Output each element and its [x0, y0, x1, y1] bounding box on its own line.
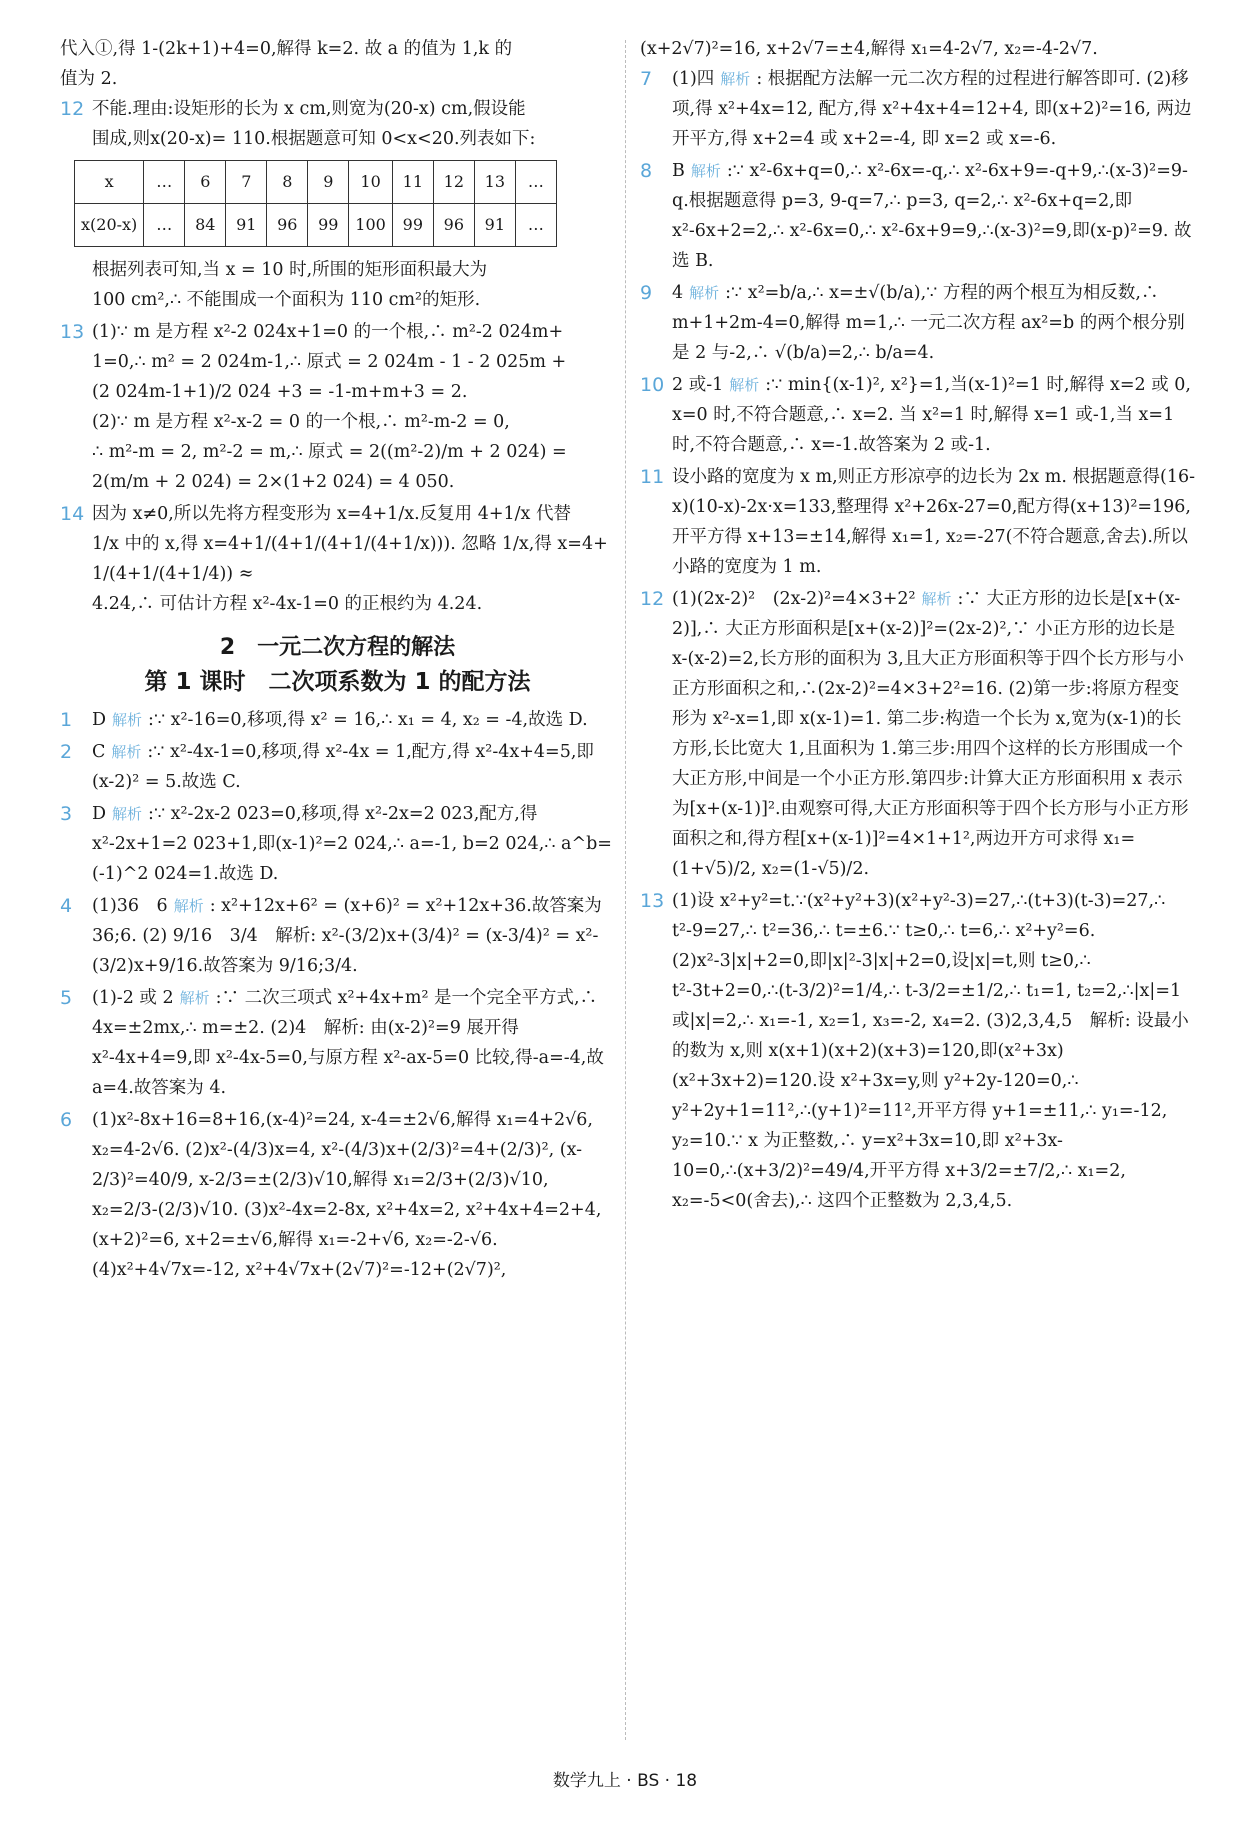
question-14 — [60, 499, 615, 619]
table-cell: 91 — [226, 204, 267, 247]
answer-item — [60, 891, 615, 981]
question-number: 4 — [60, 895, 73, 917]
table-cell: 11 — [392, 161, 433, 204]
answer-item — [60, 1105, 615, 1285]
table-cell: … — [515, 161, 556, 204]
table-cell: 10 — [349, 161, 393, 204]
table-row — [75, 204, 557, 247]
analysis-label: 解析 — [111, 743, 142, 761]
table-cell: 100 — [349, 204, 393, 247]
table-cell: 99 — [392, 204, 433, 247]
question-13 — [60, 317, 615, 497]
table-cell: 99 — [308, 204, 349, 247]
answer-item — [640, 64, 1195, 154]
table-cell: 96 — [267, 204, 308, 247]
question-number: 8 — [640, 160, 653, 182]
answer: B — [672, 161, 685, 181]
text-line: ∴ m²-m = 2, m²-2 = m,∴ 原式 = 2((m²-2)/m + 2 024) = — [92, 442, 567, 462]
question-12-conclusion — [60, 255, 615, 315]
intro-line: 代入①,得 1-(2k+1)+4=0,解得 k=2. 故 a 的值为 1,k 的 — [60, 39, 513, 59]
question-number: 14 — [60, 503, 85, 525]
answer-text: (1)x²-8x+16=8+16,(x-4)²=24, x-4=±2√6,解得 x₁=4+2√6, x₂=4-2√6. (2)x²-(4/3)x=4, x²-(4/3)x+(2/3)²=4+(2/3)², (x-2/3)²=40/9, x-2/3=±(2/3)√10,解得 x₁=2/3+(2/3)√10, x₂=2/3-(2/3)√10. (3)x²-4x=2-8x, x²+4x=2, x²+4x+4=2+4,(x+2)²=6, x+2=±√6,解得 x₁=-2+√6, x₂=-2-√6. (4)x²+4√7x=-12, x²+4√7x+(2√7)²=-12+(2√7)², — [92, 1110, 602, 1280]
table-cell: 84 — [185, 204, 226, 247]
table-cell: 12 — [433, 161, 474, 204]
answer-text: :∵ x²-16=0,移项,得 x² = 16,∴ x₁ = 4, x₂ = -4,故选 D. — [148, 710, 588, 730]
analysis-label: 解析 — [112, 805, 143, 823]
question-number: 7 — [640, 68, 653, 90]
answer-text: : 根据配方法解一元二次方程的过程进行解答即可. (2)移项,得 x²+4x=12, 配方,得 x²+4x+4=12+4, 即(x+2)²=16, 两边开平方,得 x+2=4 或 x+2=-4, 即 x=2 或 x=-6. — [672, 69, 1192, 149]
text-line: (1)∵ m 是方程 x²-2 024x+1=0 的一个根,∴ m²-2 024m+ — [92, 322, 564, 342]
question-number: 11 — [640, 466, 665, 488]
answer: C — [92, 742, 106, 762]
table-cell: 91 — [474, 204, 515, 247]
intro-line: 值为 2. — [60, 69, 118, 89]
text-line: 1=0,∴ m² = 2 024m-1,∴ 原式 = 2 024m - 1 - 2 025m + — [92, 352, 567, 372]
answer: 2 或-1 — [672, 375, 724, 395]
answer-item — [640, 370, 1195, 460]
answer-text: 设小路的宽度为 x m,则正方形凉亭的边长为 2x m. 根据题意得(16-x)(10-x)-2x·x=133,整理得 x²+26x-27=0,配方得(x+13)²=196,开平方得 x+13=±14,解得 x₁=1, x₂=-27(不符合题意,舍去).所以小路的宽度为 1 m. — [672, 467, 1196, 577]
answer-text: :∵ x²=b/a,∴ x=±√(b/a),∵ 方程的两个根互为相反数,∴ m+1+2m-4=0,解得 m=1,∴ 一元二次方程 ax²=b 的两个根分别是 2 与-2,∴ √(b/a)=2,∴ b/a=4. — [672, 283, 1185, 363]
question-number: 10 — [640, 374, 665, 396]
question-number: 13 — [640, 890, 665, 912]
analysis-label: 解析 — [921, 590, 952, 608]
table-cell: 6 — [185, 161, 226, 204]
text-line: 1/x 中的 x,得 x=4+1/(4+1/(4+1/(4+1/x))). 忽略 1/x,得 x=4+1/(4+1/(4+1/4)) ≈ — [92, 534, 608, 584]
table-cell: 7 — [226, 161, 267, 204]
table-row — [75, 161, 557, 204]
analysis-label: 解析 — [720, 70, 751, 88]
answer-item — [640, 462, 1195, 582]
table-cell: x — [75, 161, 144, 204]
analysis-label: 解析 — [173, 897, 204, 915]
answer-text: :∵ min{(x-1)², x²}=1,当(x-1)²=1 时,解得 x=2 或 0, x=0 时,不符合题意,∴ x=2. 当 x²=1 时,解得 x=1 或-1,当 x=1 时,不符合题意,∴ x=-1.故答案为 2 或-1. — [672, 375, 1191, 455]
table-cell: … — [515, 204, 556, 247]
question-number: 5 — [60, 987, 73, 1009]
answer: (1)四 — [672, 69, 715, 89]
table-cell: 9 — [308, 161, 349, 204]
answer-item — [640, 584, 1195, 884]
analysis-label: 解析 — [689, 284, 720, 302]
answer: (1)-2 或 2 — [92, 988, 174, 1008]
text-line: (2 024m-1+1)/2 024 +3 = -1-m+m+3 = 2. — [92, 382, 468, 402]
page-footer: 数学九上 · BS · 18 — [552, 1771, 698, 1791]
question-number: 9 — [640, 282, 653, 304]
left-column — [60, 34, 615, 1287]
table-cell: 13 — [474, 161, 515, 204]
answer-text: :∵ x²-4x-1=0,移项,得 x²-4x = 1,配方,得 x²-4x+4=5,即(x-2)² = 5.故选 C. — [92, 742, 594, 792]
section-title: 2 一元二次方程的解法 — [219, 635, 456, 660]
question-number: 6 — [60, 1109, 73, 1131]
table-cell: 96 — [433, 204, 474, 247]
analysis-label: 解析 — [112, 711, 143, 729]
answer-item — [640, 156, 1195, 276]
answer: (1)(2x-2)² (2x-2)²=4×3+2² — [672, 589, 916, 609]
table-cell: … — [144, 161, 185, 204]
text-line: 因为 x≠0,所以先将方程变形为 x=4+1/x.反复用 4+1/x 代替 — [92, 504, 571, 524]
answer-text: :∵ x²-6x+q=0,∴ x²-6x=-q,∴ x²-6x+9=-q+9,∴(x-3)²=9-q.根据题意得 p=3, 9-q=7,∴ p=3, q=2,∴ x²-6x+q=2,即 x²-6x+2=2,∴ x²-6x=0,∴ x²-6x+9=9,∴(x-3)²=9,即(x-p)²=9. 故选 B. — [672, 161, 1192, 271]
intro-line: (x+2√7)²=16, x+2√7=±4,解得 x₁=4-2√7, x₂=-4-2√7. — [640, 39, 1098, 59]
text-line: 围成,则x(20-x)= 110.根据题意可知 0<x<20.列表如下: — [92, 129, 536, 149]
answer: D — [92, 804, 107, 824]
question-number: 12 — [640, 588, 665, 610]
value-table — [74, 160, 557, 247]
answer-item — [60, 799, 615, 889]
analysis-label: 解析 — [179, 989, 210, 1007]
question-number: 12 — [60, 98, 85, 120]
table-cell: … — [144, 204, 185, 247]
answer: (1)36 6 — [92, 896, 168, 916]
table-cell: x(20-x) — [75, 204, 144, 247]
text-line: 100 cm²,∴ 不能围成一个面积为 110 cm²的矩形. — [92, 290, 481, 310]
text-line: 根据列表可知,当 x = 10 时,所围的矩形面积最大为 — [92, 260, 488, 280]
answer-text: : x²+12x+6² = (x+6)² = x²+12x+36.故答案为 36;6. (2) 9/16 3/4 解析: x²-(3/2)x+(3/4)² = (x-3/4)² = x²-(3/2)x+9/16.故答案为 9/16;3/4. — [92, 896, 602, 976]
answer-item — [640, 886, 1195, 1216]
analysis-label: 解析 — [690, 162, 721, 180]
answer-item — [60, 737, 615, 797]
question-number: 2 — [60, 741, 73, 763]
answer-text: :∵ 大正方形的边长是[x+(x-2)],∴ 大正方形面积是[x+(x-2)]²=(2x-2)²,∵ 小正方形的边长是 x-(x-2)=2,长方形的面积为 3,且大正方形面积等于四个长方形与小正方形面积之和,∴(2x-2)²=4×3+2²=16. (2)第一步:将原方程变形为 x²-x=1,即 x(x-1)=1. 第二步:构造一个长为 x,宽为(x-1)的长方形,长比宽大 1,且面积为 1.第三步:用四个这样的长方形围成一个大正方形,中间是一个小正方形.第四步:计算大正方形面积用 x 表示为[x+(x-1)]².由观察可得,大正方形面积等于四个长方形与小正方形面积之和,得方程[x+(x-1)]²=4×1+1²,两边开方可求得 x₁=(1+√5)/2, x₂=(1-√5)/2. — [672, 589, 1189, 879]
answer-item — [60, 705, 615, 735]
question-12 — [60, 94, 615, 154]
right-column — [640, 34, 1195, 1218]
question-number: 1 — [60, 709, 73, 731]
text-line: 4.24,∴ 可估计方程 x²-4x-1=0 的正根约为 4.24. — [92, 594, 483, 614]
column-divider — [625, 40, 626, 1740]
table-cell: 8 — [267, 161, 308, 204]
answer: 4 — [672, 283, 684, 303]
text-line: (2)∵ m 是方程 x²-x-2 = 0 的一个根,∴ m²-m-2 = 0, — [92, 412, 510, 432]
answer-item — [60, 983, 615, 1103]
text-line: 不能.理由:设矩形的长为 x cm,则宽为(20-x) cm,假设能 — [92, 99, 526, 119]
question-number: 13 — [60, 321, 85, 343]
lesson-title: 第 1 课时 二次项系数为 1 的配方法 — [144, 669, 531, 695]
text-line: 2(m/m + 2 024) = 2×(1+2 024) = 4 050. — [92, 472, 455, 492]
analysis-label: 解析 — [729, 376, 760, 394]
answer-item — [640, 278, 1195, 368]
answer-text: :∵ x²-2x-2 023=0,移项,得 x²-2x=2 023,配方,得 x²-2x+1=2 023+1,即(x-1)²=2 024,∴ a=-1, b=2 024,∴ a^b=(-1)^2 024=1.故选 D. — [92, 804, 612, 884]
question-number: 3 — [60, 803, 73, 825]
answer-text: :∵ 二次三项式 x²+4x+m² 是一个完全平方式,∴ 4x=±2mx,∴ m=±2. (2)4 解析: 由(x-2)²=9 展开得 x²-4x+4=9,即 x²-4x-5=0,与原方程 x²-ax-5=0 比较,得-a=-4,故 a=4.故答案为 4. — [92, 988, 604, 1098]
answer: D — [92, 710, 107, 730]
answer-text: (1)设 x²+y²=t.∵(x²+y²+3)(x²+y²-3)=27,∴(t+3)(t-3)=27,∴ t²-9=27,∴ t²=36,∴ t=±6.∵ t≥0,∴ t=6,∴ x²+y²=6. (2)x²-3|x|+2=0,即|x|²-3|x|+2=0,设|x|=t,则 t≥0,∴ t²-3t+2=0,∴(t-3/2)²=1/4,∴ t-3/2=±1/2,∴ t₁=1, t₂=2,∴|x|=1 或|x|=2,∴ x₁=-1, x₂=1, x₃=-2, x₄=2. (3)2,3,4,5 解析: 设最小的数为 x,则 x(x+1)(x+2)(x+3)=120,即(x²+3x)(x²+3x+2)=120.设 x²+3x=y,则 y²+2y-120=0,∴ y²+2y+1=11²,∴(y+1)²=11²,开平方得 y+1=±11,∴ y₁=-12, y₂=10.∵ x 为正整数,∴ y=x²+3x=10,即 x²+3x-10=0,∴(x+3/2)²=49/4,开平方得 x+3/2=±7/2,∴ x₁=2, x₂=-5<0(舍去),∴ 这四个正整数为 2,3,4,5. — [672, 891, 1189, 1211]
